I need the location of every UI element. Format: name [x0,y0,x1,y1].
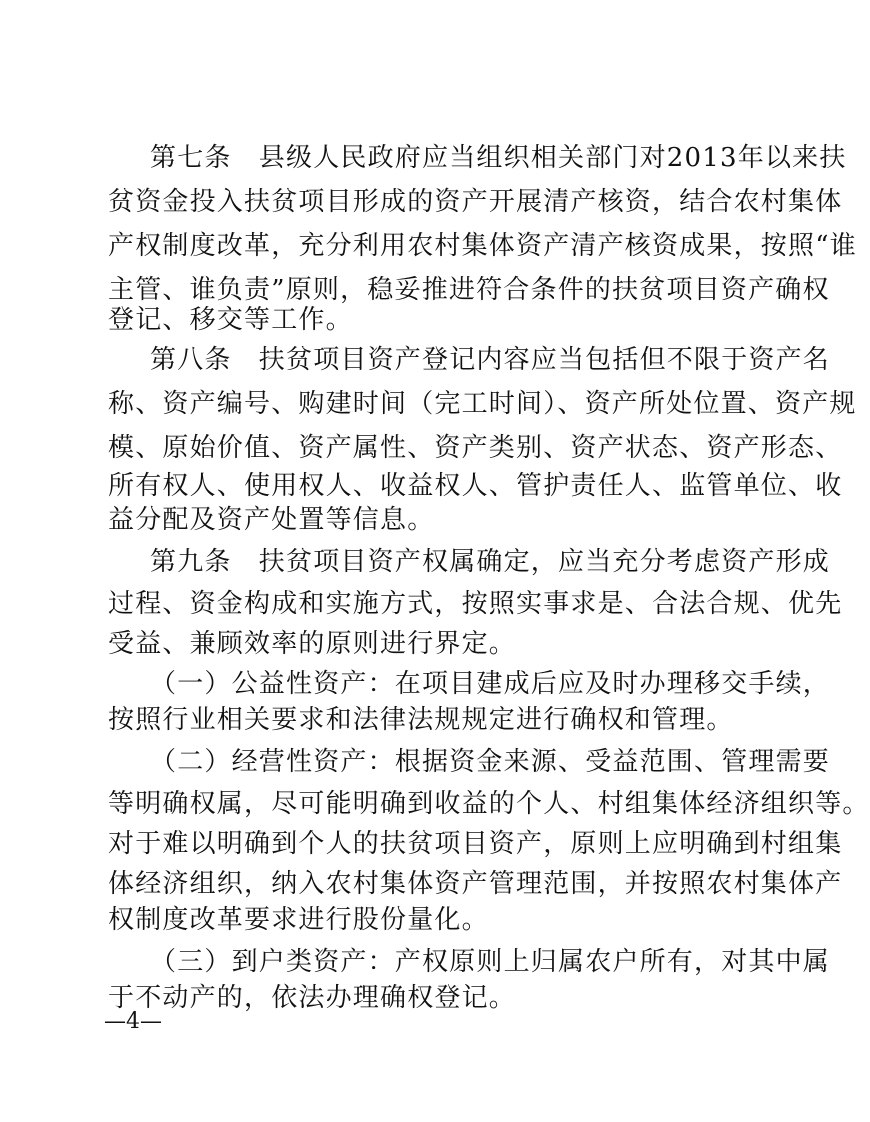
text-line: 登记、移交等工作。 [108,305,353,335]
text-line: 贫资金投入扶贫项目形成的资产开展清产核资，结合农村集体 [108,187,843,217]
text-line: （三）到户类资产：产权原则上归属农户所有，对其中属 [150,947,831,977]
text-line: 第八条 扶贫项目资产登记内容应当包括但不限于资产名 [150,345,831,375]
page-number: —4— [104,1009,162,1034]
text-line: 第七条 县级人民政府应当组织相关部门对2013年以来扶 [150,143,847,173]
text-line: 权制度改革要求进行股份量化。 [108,905,489,935]
text-line: 第九条 扶贫项目资产权属确定，应当充分考虑资产形成 [150,547,831,577]
text-line: 益分配及资产处置等信息。 [108,505,435,535]
text-line: 所有权人、使用权人、收益权人、管护责任人、监管单位、收 [108,471,843,501]
text-line: （一）公益性资产：在项目建成后应及时办理移交手续， [150,669,831,699]
text-line: 等明确权属，尽可能明确到收益的个人、村组集体经济组织等。 [108,789,870,819]
text-line: 模、原始价值、资产属性、资产类别、资产状态、资产形态、 [108,433,843,463]
text-line: 产权制度改革，充分利用农村集体资产清产核资成果，按照“谁 [108,231,857,261]
text-line: 按照行业相关要求和法律法规规定进行确权和管理。 [108,705,734,735]
text-line: 主管、谁负责”原则，稳妥推进符合条件的扶贫项目资产确权 [108,275,830,305]
text-line: 称、资产编号、购建时间（完工时间）、资产所处位置、资产规 [108,389,857,419]
text-line: 体经济组织，纳入农村集体资产管理范围，并按照农村集体产 [108,869,843,899]
text-line: 于不动产的，依法办理确权登记。 [108,983,517,1013]
text-line: 过程、资金构成和实施方式，按照实事求是、合法合规、优先 [108,589,843,619]
text-line: （二）经营性资产：根据资金来源、受益范围、管理需要 [150,747,831,777]
text-line: 受益、兼顾效率的原则进行界定。 [108,629,517,659]
text-line: 对于难以明确到个人的扶贫项目资产，原则上应明确到村组集 [108,829,843,859]
